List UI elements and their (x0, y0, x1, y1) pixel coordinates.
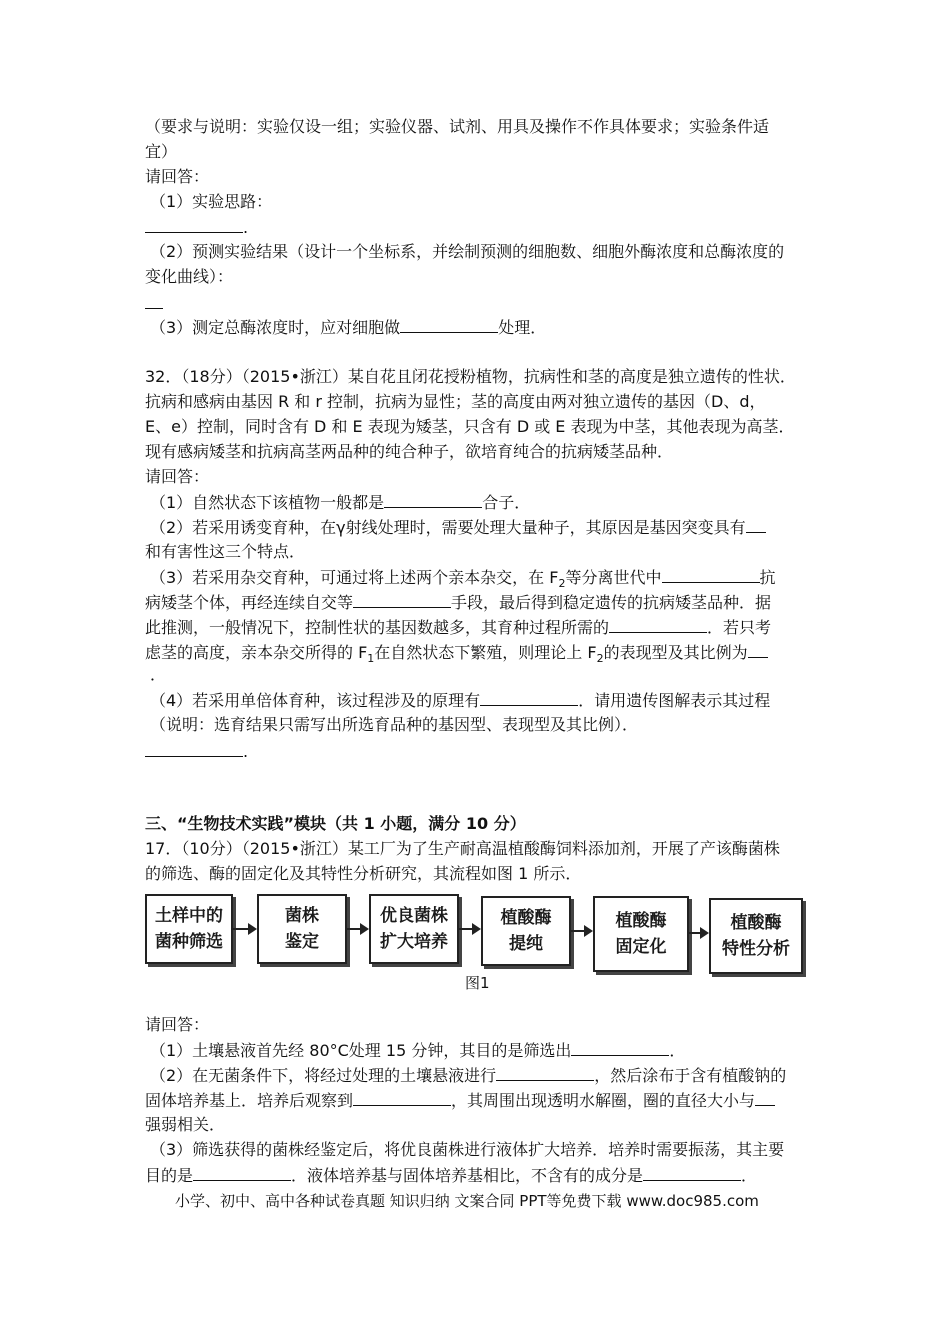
flow-arrow (459, 928, 479, 930)
answer-blank (145, 740, 243, 757)
answer-blank (571, 1039, 669, 1056)
q32-part4: （4）若采用单倍体育种，该过程涉及的原理有 ．请用遗传图解表示其过程 (150, 691, 771, 710)
q2-predict: （2）预测实验结果（设计一个坐标系，并绘制预测的细胞数、细胞外酶浓度和总酶浓度的 (150, 242, 785, 261)
footer-promo: 小学、初中、高中各种试卷真题 知识归纳 文案合同 PPT等免费下载 www.doc985.com (175, 1192, 759, 1210)
answer-blank (193, 1164, 291, 1181)
q32-part3-cont-3: 虑茎的高度，亲本杂交所得的 $F_1$在自然状态下繁殖，则理论上 $F_2$的表现型及其比例为 (145, 641, 768, 664)
q32-stem-4: 现有感病矮茎和抗病高茎两品种的纯合种子，欲培育纯合的抗病矮茎品种． (145, 442, 674, 461)
q32-part4-answer-line: . (145, 740, 248, 763)
answer-blank (384, 491, 482, 508)
answer-blank (496, 1064, 594, 1081)
process-flowchart (145, 888, 805, 978)
q2-answer-line (145, 292, 163, 315)
answer-blank (755, 1089, 775, 1106)
q3-enzyme: （3）测定总酶浓度时，应对细胞做 处理． (150, 318, 547, 337)
q17-part3: （3）筛选获得的菌株经鉴定后，将优良菌株进行液体扩大培养．培养时需要振荡，其主要 (150, 1140, 785, 1159)
q32-part3-cont-1: 病矮茎个体，再经连续自交等 手段，最后得到稳定遗传的抗病矮茎品种．据 (145, 593, 772, 612)
section-3-title: 三、“生物技术实践”模块（共 1 小题，满分 10 分） (145, 814, 526, 833)
answer-blank (480, 689, 578, 706)
q32-part4-note: （说明：选育结果只需写出所选育品种的基因型、表现型及其比例）． (150, 715, 639, 734)
answer-blank (662, 566, 760, 583)
q32-stem-3: E、e）控制，同时含有 D 和 E 表现为矮茎，只含有 D 或 E 表现为中茎，其他表现为高茎． (145, 417, 795, 436)
figure-caption: 图1 (465, 974, 490, 992)
q17-part2-cont: 固体培养基上．培养后观察到 ，其周围出现透明水解圈，圈的直径大小与 (145, 1089, 775, 1112)
q17-part2: （2）在无菌条件下，将经过处理的土壤悬液进行 ，然后涂布于含有植酸钠的 (150, 1066, 787, 1085)
q32-stem-2: 抗病和感病由基因 R 和 r 控制，抗病为显性；茎的高度由两对独立遗传的基因（D、d， (145, 392, 766, 411)
q1-answer-line: . (145, 216, 248, 239)
flow-step-3: 优良菌株 扩大培养 (369, 894, 459, 964)
answer-prompt: 请回答： (145, 167, 210, 186)
answer-blank (643, 1164, 741, 1181)
q32-part1: （1）自然状态下该植物一般都是 合子． (150, 493, 531, 512)
answer-blank (145, 216, 243, 233)
answer-blank (609, 616, 707, 633)
q2-predict-cont: 变化曲线）： (145, 267, 234, 286)
flow-step-5: 植酸酶 固定化 (593, 896, 689, 972)
flow-step-4: 植酸酶 提纯 (481, 896, 571, 966)
flow-arrow (571, 930, 591, 932)
requirement-line-1: （要求与说明：实验仅设一组；实验仪器、试剂、用具及操作不作具体要求；实验条件适 (145, 117, 770, 136)
requirement-line-2: 宜） (145, 142, 178, 161)
q32-part3-cont-2: 此推测，一般情况下，控制性状的基因数越多，其育种过程所需的 ．若只考 (145, 618, 772, 637)
q17-stem-1: 17．（10分）（2015•浙江）某工厂为了生产耐高温植酸酶饲料添加剂，开展了产该酶菌株 (145, 839, 780, 858)
answer-blank (400, 316, 498, 333)
flow-arrow (347, 928, 367, 930)
flow-arrow (233, 928, 255, 930)
q17-answer-prompt: 请回答： (145, 1015, 210, 1034)
q17-stem-2: 的筛选、酶的固定化及其特性分析研究，其流程如图 1 所示． (145, 864, 582, 883)
q32-stem-1: 32．（18分）（2015•浙江）某自花且闭花授粉植物，抗病性和茎的高度是独立遗传的性状． (145, 367, 796, 386)
flow-step-1: 土样中的 菌种筛选 (145, 894, 233, 964)
q32-part2-cont: 和有害性这三个特点． (145, 542, 306, 561)
q32-part3-end: ． (150, 665, 167, 684)
answer-blank (353, 1089, 451, 1106)
q17-part1: （1）土壤悬液首先经 80°C处理 15 分钟，其目的是筛选出 ． (150, 1041, 686, 1060)
flow-step-6: 植酸酶 特性分析 (709, 898, 803, 974)
answer-blank (145, 292, 163, 309)
answer-blank (748, 641, 768, 658)
q32-part3: （3）若采用杂交育种，可通过将上述两个亲本杂交，在 $F_2$等分离世代中 抗 (150, 568, 776, 591)
q17-part2-end: 强弱相关． (145, 1115, 226, 1134)
q17-part3-cont: 目的是 ．液体培养基与固体培养基相比，不含有的成分是 ． (145, 1166, 758, 1185)
q32-part2: （2）若采用诱变育种，在γ射线处理时，需要处理大量种子，其原因是基因突变具有 (150, 516, 766, 539)
flow-step-2: 菌株 鉴定 (257, 894, 347, 964)
q32-answer-prompt: 请回答： (145, 467, 210, 486)
q1-idea: （1）实验思路： (150, 192, 273, 211)
answer-blank (746, 516, 766, 533)
answer-blank (353, 591, 451, 608)
flow-arrow (689, 932, 707, 934)
